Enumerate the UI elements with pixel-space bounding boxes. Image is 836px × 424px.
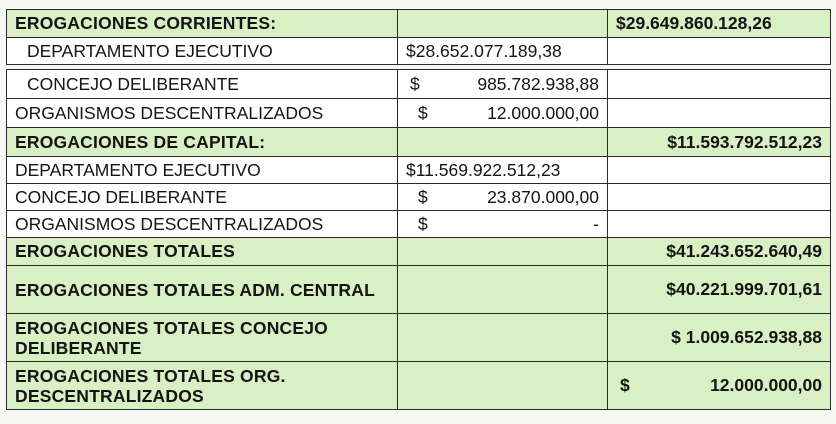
row-amount bbox=[398, 238, 608, 266]
table-row bbox=[7, 238, 831, 266]
currency-symbol: $ bbox=[418, 102, 428, 123]
table-row bbox=[7, 314, 831, 362]
row-amount bbox=[398, 128, 608, 157]
row-total bbox=[608, 362, 831, 410]
row-total: $ 1.009.652.938,88 bbox=[608, 314, 831, 362]
row-label: ORGANISMOS DESCENTRALIZADOS bbox=[7, 211, 398, 238]
amount-value: 12.000.000,00 bbox=[710, 375, 822, 395]
row-label: EROGACIONES TOTALES CONCEJO DELIBERANTE bbox=[7, 314, 398, 362]
row-total bbox=[608, 99, 831, 128]
row-label: DEPARTAMENTO EJECUTIVO bbox=[7, 157, 398, 184]
currency-symbol: $ bbox=[410, 73, 420, 94]
table-row bbox=[7, 211, 831, 238]
row-label: DEPARTAMENTO EJECUTIVO bbox=[7, 38, 398, 65]
row-amount bbox=[398, 184, 608, 211]
row-total: $29.649.860.128,26 bbox=[608, 10, 831, 38]
currency-symbol: $ bbox=[418, 213, 428, 234]
row-amount: $28.652.077.189,38 bbox=[398, 38, 608, 65]
row-label: EROGACIONES TOTALES ORG. DESCENTRALIZADOS bbox=[7, 362, 398, 410]
amount-value: - bbox=[593, 213, 599, 234]
row-label: EROGACIONES TOTALES bbox=[7, 238, 398, 266]
row-label: EROGACIONES DE CAPITAL: bbox=[7, 128, 398, 157]
row-amount bbox=[398, 266, 608, 314]
row-amount bbox=[398, 362, 608, 410]
budget-table bbox=[6, 9, 831, 410]
table-row bbox=[7, 99, 831, 128]
currency-symbol: $ bbox=[620, 375, 630, 395]
table-row bbox=[7, 128, 831, 157]
row-amount bbox=[398, 10, 608, 38]
amount-value: 12.000.000,00 bbox=[487, 102, 599, 123]
table-row bbox=[7, 266, 831, 314]
row-label: CONCEJO DELIBERANTE bbox=[7, 70, 398, 99]
row-total: $11.593.792.512,23 bbox=[608, 128, 831, 157]
table-row bbox=[7, 10, 831, 38]
row-total: $40.221.999.701,61 bbox=[608, 266, 831, 314]
amount-value: 23.870.000,00 bbox=[487, 186, 599, 207]
table-row bbox=[7, 184, 831, 211]
row-label: CONCEJO DELIBERANTE bbox=[7, 184, 398, 211]
table-row bbox=[7, 70, 831, 99]
row-total bbox=[608, 184, 831, 211]
row-label: EROGACIONES TOTALES ADM. CENTRAL bbox=[7, 266, 398, 314]
row-label: EROGACIONES CORRIENTES: bbox=[7, 10, 398, 38]
amount-value: 985.782.938,88 bbox=[477, 73, 599, 94]
row-amount bbox=[398, 70, 608, 99]
row-amount bbox=[398, 211, 608, 238]
currency-symbol: $ bbox=[418, 186, 428, 207]
row-total bbox=[608, 157, 831, 184]
row-total bbox=[608, 70, 831, 99]
row-label: ORGANISMOS DESCENTRALIZADOS bbox=[7, 99, 398, 128]
row-total bbox=[608, 211, 831, 238]
row-amount bbox=[398, 314, 608, 362]
row-total: $41.243.652.640,49 bbox=[608, 238, 831, 266]
row-amount bbox=[398, 99, 608, 128]
table-row bbox=[7, 157, 831, 184]
table-row bbox=[7, 362, 831, 410]
table-row bbox=[7, 38, 831, 65]
row-amount: $11.569.922.512,23 bbox=[398, 157, 608, 184]
row-total bbox=[608, 38, 831, 65]
